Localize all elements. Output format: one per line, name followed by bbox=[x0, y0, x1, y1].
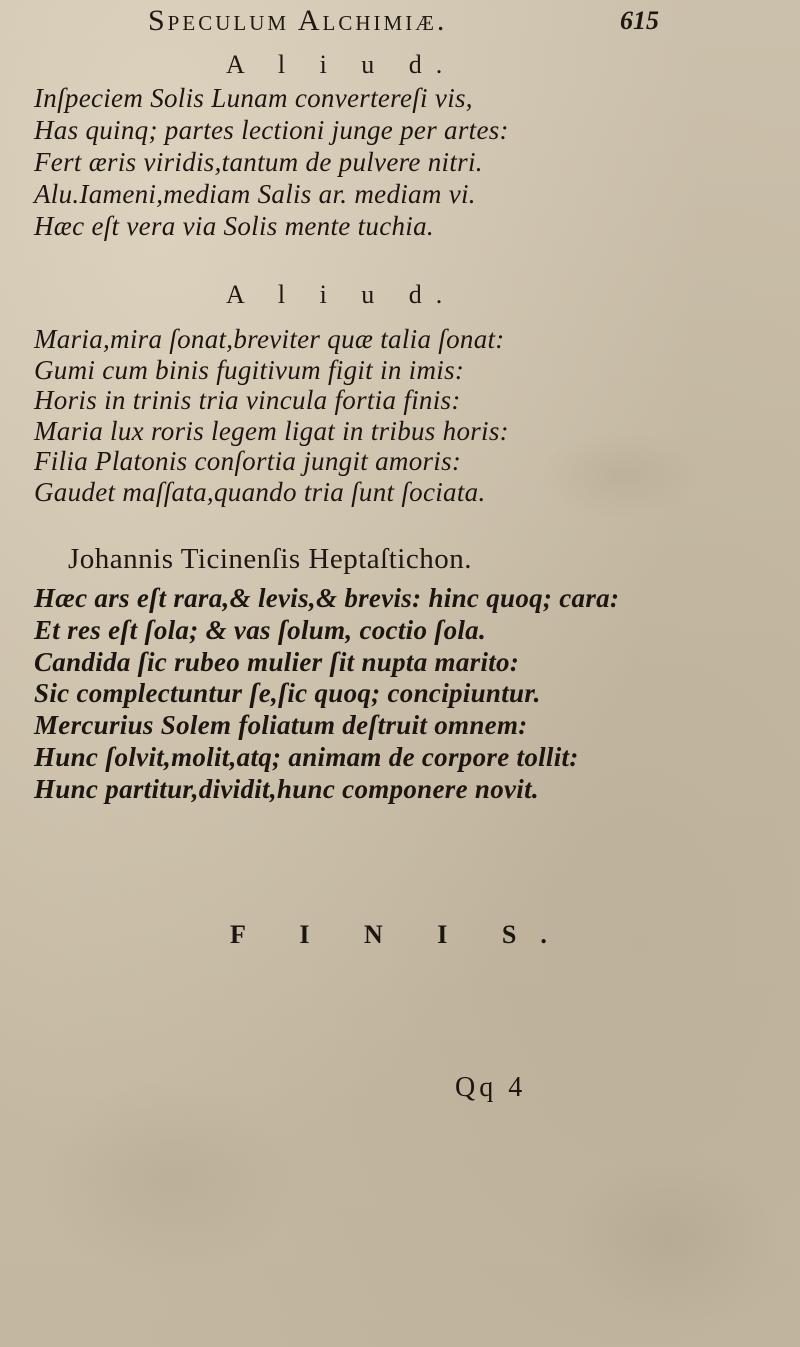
section-heading: A l i u d. bbox=[226, 280, 457, 309]
signature-mark: Qq 4 bbox=[455, 1072, 527, 1103]
verse-line: Hunc partitur,dividit,hunc componere novit. bbox=[34, 773, 539, 804]
verse-line: Et res eſt ſola; & vas ſolum, coctio ſola. bbox=[34, 614, 487, 645]
section-heading: A l i u d. bbox=[226, 50, 457, 79]
verse-line: Inſpeciem Solis Lunam convertereſi vis, bbox=[34, 83, 473, 113]
verse-line: Hunc ſolvit,molit,atq; animam de corpore tollit: bbox=[34, 741, 579, 772]
page-number: 615 bbox=[620, 6, 659, 35]
paper-stain bbox=[560, 1150, 780, 1330]
verse-line: Maria,mira ſonat,breviter quæ talia ſonat: bbox=[34, 324, 505, 354]
verse-block bbox=[34, 582, 619, 805]
verse-line: Has quinq; partes lectioni junge per artes: bbox=[34, 115, 509, 145]
verse-line: Hæc ars eſt rara,& levis,& brevis: hinc quoq; cara: bbox=[34, 583, 620, 613]
verse-line: Hæc eſt vera via Solis mente tuchia. bbox=[34, 211, 434, 241]
verse-line: Candida ſic rubeo mulier ſit nupta marito: bbox=[34, 646, 520, 677]
verse-line: Horis in trinis tria vincula fortia finis: bbox=[34, 385, 461, 416]
verse-block bbox=[34, 323, 509, 507]
paper-stain bbox=[540, 430, 700, 520]
verse-line: Filia Platonis conſortia jungit amoris: bbox=[34, 446, 462, 477]
verse-line: Gumi cum binis fugitivum figit in imis: bbox=[34, 354, 465, 385]
verse-block bbox=[34, 82, 509, 242]
finis-mark: F I N I S. bbox=[230, 920, 571, 949]
verse-line: Fert æris viridis,tantum de pulvere nitri. bbox=[34, 147, 483, 177]
verse-line: Mercurius Solem foliatum deſtruit omnem: bbox=[34, 710, 528, 741]
verse-line: Gaudet maſſata,quando tria ſunt ſociata. bbox=[34, 476, 486, 507]
paper-stain bbox=[40, 1080, 300, 1280]
running-head: Speculum Alchimiæ. bbox=[148, 4, 448, 37]
verse-line: Alu.Iameni,mediam Salis ar. mediam vi. bbox=[34, 179, 476, 209]
section-heading: Johannis Ticinenſis Heptaſtichon. bbox=[68, 543, 472, 575]
verse-line: Sic complectuntur ſe,ſic quoq; concipiuntur. bbox=[34, 678, 541, 709]
verse-line: Maria lux roris legem ligat in tribus horis: bbox=[34, 415, 509, 446]
